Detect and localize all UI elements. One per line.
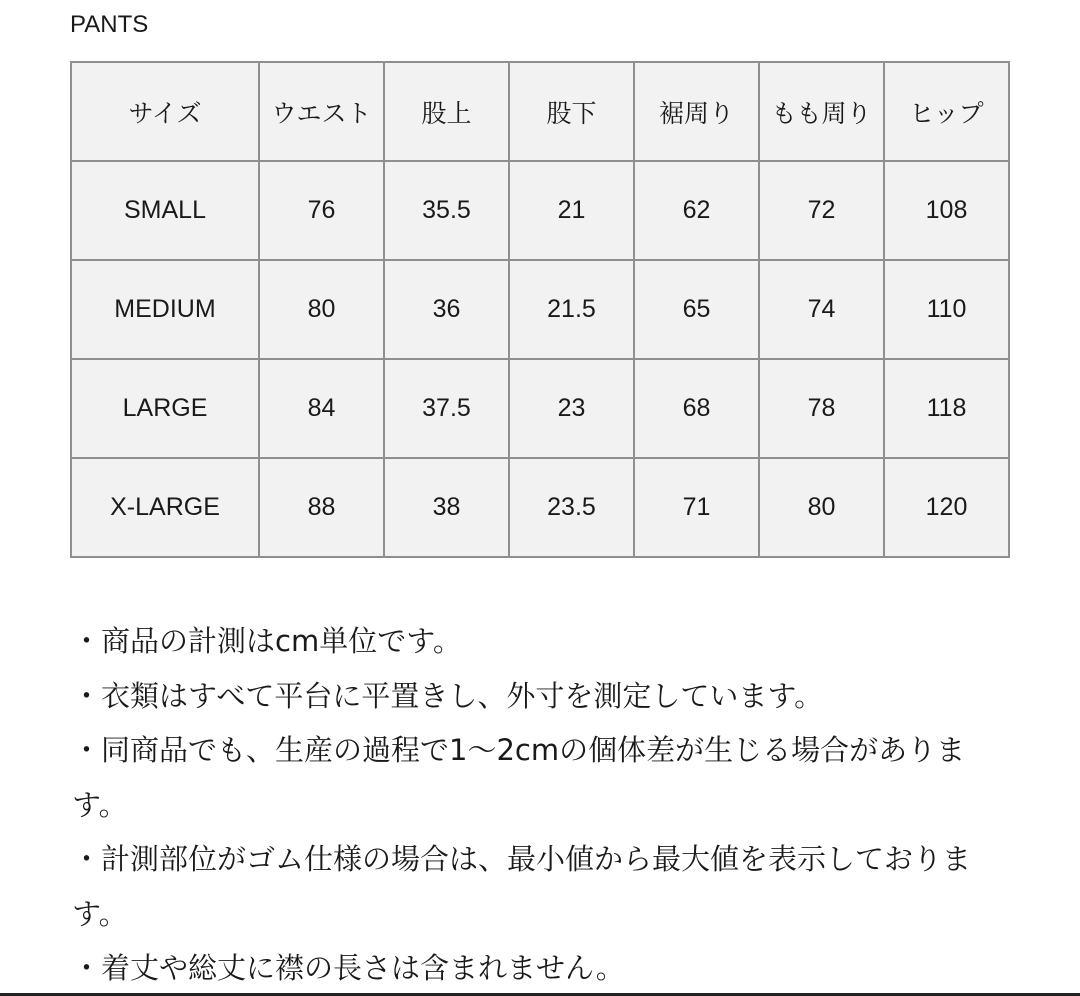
table-row: [71, 161, 1009, 260]
table-cell: 35.5: [384, 161, 509, 260]
table-cell: X-LARGE: [71, 458, 259, 557]
table-row: [71, 458, 1009, 557]
table-cell: MEDIUM: [71, 260, 259, 359]
header-cell-waist: ウエスト: [259, 62, 384, 161]
table-cell: 110: [884, 260, 1009, 359]
table-cell: 62: [634, 161, 759, 260]
table-row: [71, 260, 1009, 359]
table-cell: 71: [634, 458, 759, 557]
header-cell-inseam: 股下: [509, 62, 634, 161]
table-cell: 78: [759, 359, 884, 458]
table-cell: 21.5: [509, 260, 634, 359]
header-cell-size: サイズ: [71, 62, 259, 161]
note-item: ・衣類はすべて平台に平置きし、外寸を測定しています。: [72, 678, 824, 713]
header-cell-hem: 裾周り: [634, 62, 759, 161]
table-cell: 21: [509, 161, 634, 260]
header-cell-hip: ヒップ: [884, 62, 1009, 161]
table-cell: 80: [259, 260, 384, 359]
table-cell: 37.5: [384, 359, 509, 458]
table-cell: 108: [884, 161, 1009, 260]
page-title: PANTS: [70, 11, 149, 38]
table-cell: 68: [634, 359, 759, 458]
note-item: ・着丈や総丈に襟の長さは含まれません。: [72, 951, 625, 985]
note-item: ・商品の計測はcm単位です。: [72, 624, 462, 658]
table-row: [71, 359, 1009, 458]
note-item: ・計測部位がゴム仕様の場合は、最小値から最大値を表示しております。: [72, 842, 972, 931]
table-cell: 118: [884, 359, 1009, 458]
table-cell: 76: [259, 161, 384, 260]
header-cell-rise: 股上: [384, 62, 509, 161]
table-cell: 84: [259, 359, 384, 458]
table-cell: 38: [384, 458, 509, 557]
table-cell: 120: [884, 458, 1009, 557]
table-header-row: [71, 62, 1009, 161]
note-item: ・同商品でも、生産の過程で1〜2cmの個体差が生じる場合があります。: [72, 733, 966, 822]
table-cell: 65: [634, 260, 759, 359]
table-cell: 80: [759, 458, 884, 557]
table-cell: 23.5: [509, 458, 634, 557]
table-cell: SMALL: [71, 161, 259, 260]
table-cell: 72: [759, 161, 884, 260]
header-cell-thigh: もも周り: [759, 62, 884, 161]
size-chart-table: [70, 61, 1010, 558]
measurement-notes: [72, 614, 1017, 996]
table-cell: 88: [259, 458, 384, 557]
table-cell: LARGE: [71, 359, 259, 458]
table-cell: 74: [759, 260, 884, 359]
table-cell: 23: [509, 359, 634, 458]
table-cell: 36: [384, 260, 509, 359]
